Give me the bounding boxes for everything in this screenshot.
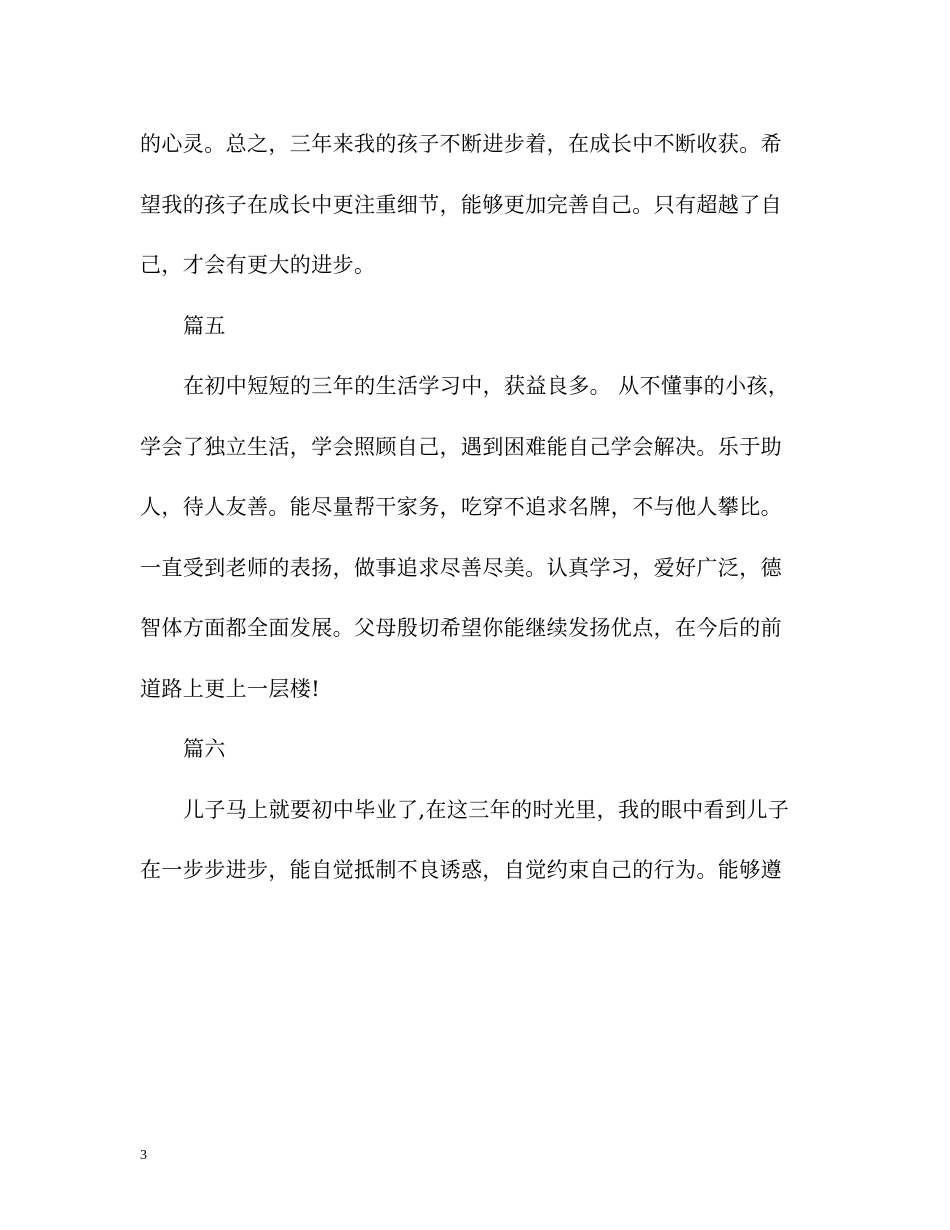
text-line: 篇六 — [183, 737, 226, 761]
text-line: 在一步步进步，能自觉抵制不良诱惑，自觉约束自己的行为。能够遵 — [140, 858, 782, 882]
text-line: 在初中短短的三年的生活学习中，获益良多。 从不懂事的小孩， — [183, 374, 790, 398]
text-line: 望我的孩子在成长中更注重细节，能够更加完善自己。只有超越了自 — [140, 193, 782, 217]
text-line: 人，待人友善。能尽量帮干家务，吃穿不追求名牌，不与他人攀比。 — [140, 495, 782, 519]
text-line: 的心灵。总之，三年来我的孩子不断进步着，在成长中不断收获。希 — [140, 132, 782, 156]
text-line: 智体方面都全面发展。父母殷切希望你能继续发扬优点，在今后的前 — [140, 616, 782, 640]
text-line: 己，才会有更大的进步。 — [140, 253, 376, 277]
text-line: 道路上更上一层楼! — [140, 677, 321, 701]
text-line: 儿子马上就要初中毕业了,在这三年的时光里，我的眼中看到儿子 — [183, 798, 790, 822]
page-number: 3 — [140, 1148, 147, 1163]
text-line: 篇五 — [183, 314, 226, 338]
text-line: 学会了独立生活，学会照顾自己，遇到困难能自己学会解决。乐于助 — [140, 435, 782, 459]
text-line: 一直受到老师的表扬，做事追求尽善尽美。认真学习，爱好广泛，德 — [140, 556, 782, 580]
